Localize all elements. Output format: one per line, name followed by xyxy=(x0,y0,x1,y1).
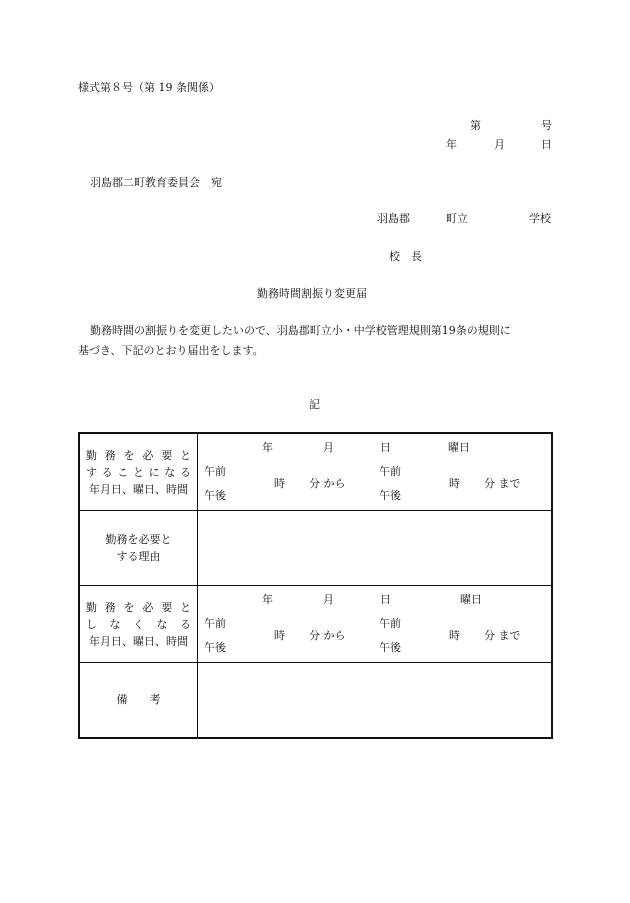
form-reference: 様式第８号（第 19 条関係） xyxy=(78,81,220,94)
day-label: 日 xyxy=(380,593,391,606)
day-label: 日 xyxy=(380,441,391,454)
label-char: 要 xyxy=(161,600,173,614)
reason-field[interactable] xyxy=(198,511,553,586)
label-char: 勤 xyxy=(86,600,97,614)
minute-from-label: 分 から xyxy=(309,629,346,642)
row-required-datetime xyxy=(79,433,552,511)
row-not-required-datetime xyxy=(79,586,552,663)
label-line: 勤務を必要と xyxy=(105,533,172,546)
label-line: 備 考 xyxy=(116,693,161,707)
am-label: 午前 xyxy=(379,465,401,478)
addressee: 羽島郡二町教育委員会 宛 xyxy=(90,176,222,189)
label-reason xyxy=(79,511,198,586)
hour-label: 時 xyxy=(449,629,460,642)
pm-label: 午後 xyxy=(204,489,226,502)
hour-label: 時 xyxy=(449,477,460,490)
row-remarks xyxy=(79,663,552,738)
am-label: 午前 xyxy=(204,617,226,630)
label-line: する理由 xyxy=(116,550,161,563)
school-gun: 羽島郡 xyxy=(377,212,410,225)
datetime-field-not-required[interactable] xyxy=(198,586,553,663)
minute-to-label: 分 まで xyxy=(484,477,521,490)
label-char: こ xyxy=(117,465,129,479)
label-char: に xyxy=(148,465,160,479)
label-char: な xyxy=(156,617,168,631)
label-char: を xyxy=(123,448,135,462)
hour-label: 時 xyxy=(274,477,285,490)
label-char: な xyxy=(164,465,176,479)
label-remarks xyxy=(79,663,198,738)
label-line xyxy=(86,619,191,630)
label-char: 必 xyxy=(142,600,154,614)
am-label: 午前 xyxy=(379,617,401,630)
label-char: し xyxy=(86,617,97,631)
datetime-field-required[interactable] xyxy=(198,433,553,511)
request-table xyxy=(78,432,553,739)
label-line: 年月日、曜日、時間 xyxy=(89,482,188,496)
remarks-field[interactable] xyxy=(198,663,553,738)
label-char: な xyxy=(109,617,121,631)
weekday-label: 曜日 xyxy=(448,441,470,454)
hour-label: 時 xyxy=(274,629,285,642)
minute-from-label: 分 から xyxy=(309,477,346,490)
label-not-required-datetime xyxy=(79,586,198,663)
label-line xyxy=(86,467,191,478)
label-char: 務 xyxy=(104,600,116,614)
label-char: を xyxy=(123,600,135,614)
year-label: 年 xyxy=(262,593,273,606)
label-char: く xyxy=(133,617,144,631)
label-required-datetime xyxy=(79,433,198,511)
document-title: 勤務時間割振り変更届 xyxy=(257,287,367,300)
row-reason xyxy=(79,511,552,586)
label-char: る xyxy=(101,465,113,479)
body-line-1: 勤務時間の割振りを変更したいので、羽島郡町立小・中学校管理規則第19条の規則に xyxy=(90,324,511,337)
label-line xyxy=(86,602,191,613)
label-char: る xyxy=(179,465,191,479)
month-label: 月 xyxy=(323,441,334,454)
label-char: 必 xyxy=(142,448,154,462)
am-label: 午前 xyxy=(204,465,226,478)
date-month: 月 xyxy=(494,138,505,151)
month-label: 月 xyxy=(323,593,334,606)
label-char: と xyxy=(179,600,191,614)
label-char: と xyxy=(179,448,191,462)
pm-label: 午後 xyxy=(204,641,226,654)
principal-label: 校 長 xyxy=(389,250,422,263)
minute-to-label: 分 まで xyxy=(484,629,521,642)
date-year: 年 xyxy=(446,138,457,151)
label-char: す xyxy=(86,465,97,479)
label-line xyxy=(86,450,191,461)
document-number-prefix: 第 xyxy=(470,119,481,132)
body-line-2: 基づき、下記のとおり届出をします。 xyxy=(78,344,264,357)
label-char: 務 xyxy=(104,448,116,462)
label-char: 勤 xyxy=(86,448,97,462)
pm-label: 午後 xyxy=(379,489,401,502)
school-type: 学校 xyxy=(529,212,551,225)
label-char: る xyxy=(180,617,191,631)
date-day: 日 xyxy=(541,138,552,151)
year-label: 年 xyxy=(262,441,273,454)
weekday-label: 曜日 xyxy=(460,593,482,606)
label-char: と xyxy=(132,465,144,479)
ki-heading: 記 xyxy=(309,398,320,411)
document-number-suffix: 号 xyxy=(541,119,552,132)
label-line: 年月日、曜日、時間 xyxy=(89,634,188,648)
school-town: 町立 xyxy=(446,212,468,225)
pm-label: 午後 xyxy=(379,641,401,654)
label-char: 要 xyxy=(161,448,173,462)
